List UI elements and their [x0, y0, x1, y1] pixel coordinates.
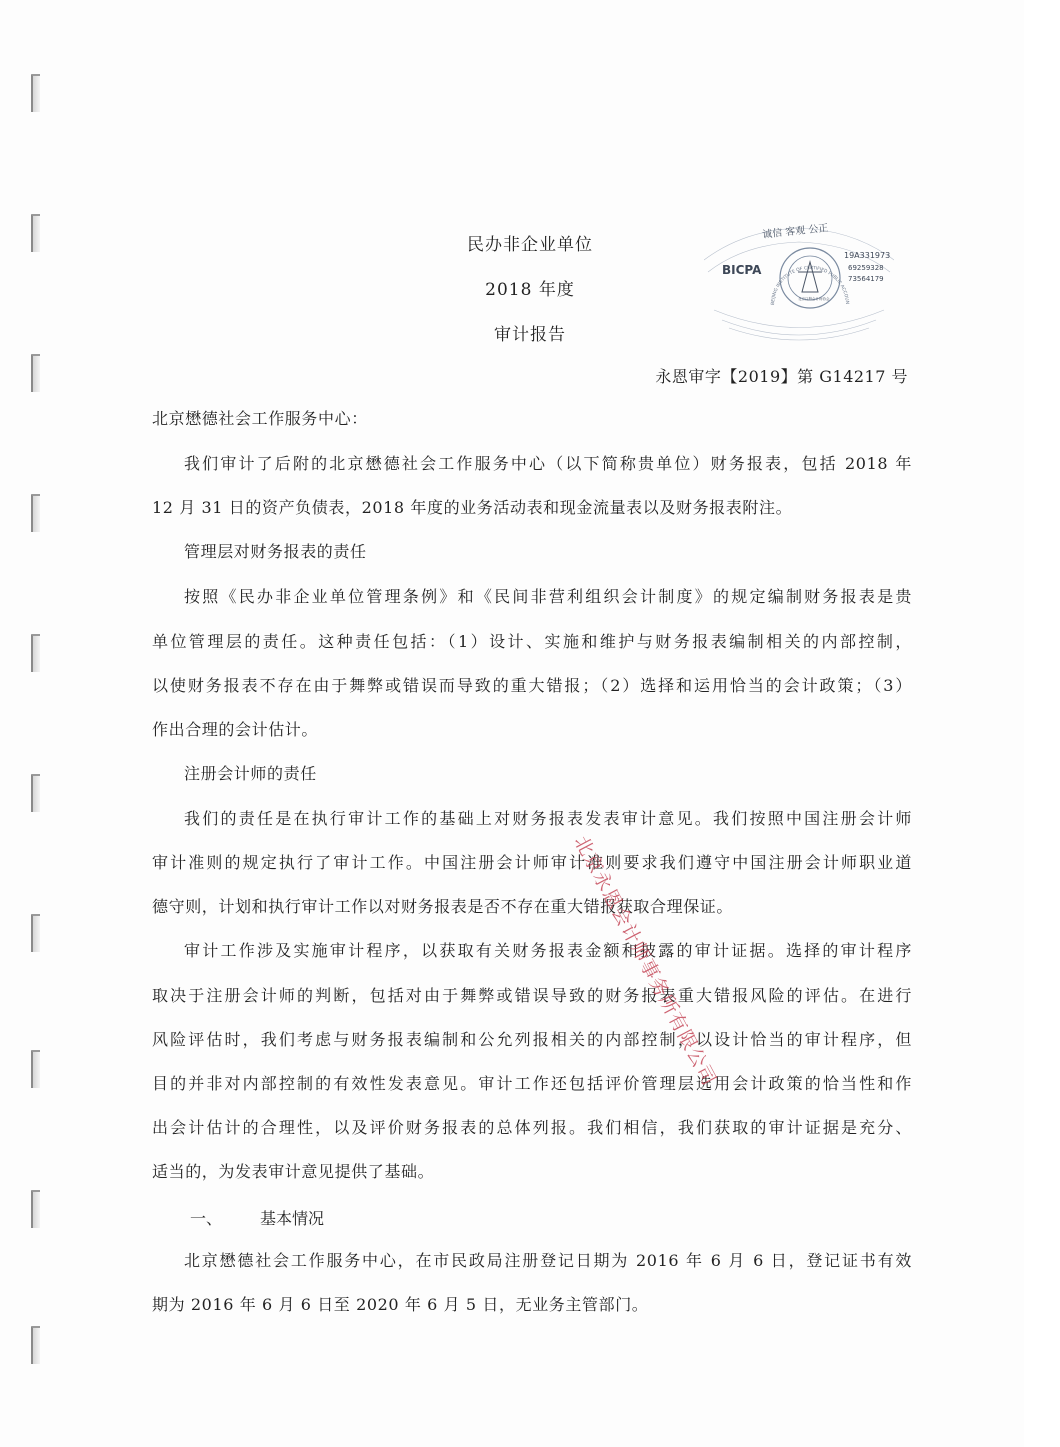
paragraph-line: 取决于注册会计师的判断，包括对由于舞弊或错误导致的财务报表重大错报风险的评估。在进行: [152, 986, 912, 1005]
paragraph-line: 期为 2016 年 6 月 6 日至 2020 年 6 月 5 日，无业务主管部门。: [152, 1295, 649, 1314]
paragraph-line: 德守则，计划和执行审计工作以对财务报表是否不存在重大错报获取合理保证。: [152, 897, 734, 916]
section-heading: 注册会计师的责任: [184, 764, 317, 783]
paragraph-line: 作出合理的会计估计。: [152, 720, 319, 739]
paragraph-line: 单位管理层的责任。这种责任包括：（1）设计、实施和维护与财务报表编制相关的内部控制，: [152, 632, 912, 651]
binding-mark: [31, 354, 40, 392]
seal-code-3: 73564179: [848, 275, 884, 283]
paragraph-line: 我们审计了后附的北京懋德社会工作服务中心（以下简称贵单位）财务报表，包括 2018 年: [184, 454, 912, 473]
paragraph-line: 以使财务报表不存在由于舞弊或错误而导致的重大错报；（2）选择和运用恰当的会计政策；（3）: [152, 676, 912, 695]
paragraph-line: 按照《民办非企业单位管理条例》和《民间非营利组织会计制度》的规定编制财务报表是贵: [184, 587, 912, 606]
binding-mark: [31, 1326, 40, 1364]
binding-mark: [31, 1190, 40, 1228]
document-number: 永恩审字【2019】第 G14217 号: [655, 367, 908, 386]
paragraph-line: 我们的责任是在执行审计工作的基础上对财务报表发表审计意见。我们按照中国注册会计师: [184, 809, 912, 828]
seal-ring-text: BEIJING INSTITUTE OF CERTIFIED PUBLIC ACCOUN: [770, 265, 850, 306]
firm-stamp-text: 北京永恩会计师事务所有限公司: [569, 832, 721, 1090]
paragraph-line: 审计工作涉及实施审计程序，以获取有关财务报表金额和披露的审计证据。选择的审计程序: [184, 941, 912, 960]
bicpa-seal: [704, 210, 894, 350]
seal-motto: 诚信 客观 公正: [761, 222, 829, 241]
seal-code-1: 19A331973: [844, 251, 891, 260]
report-title: 审计报告: [494, 325, 566, 345]
paragraph-line: 风险评估时，我们考虑与财务报表编制和公允列报相关的内部控制，以设计恰当的审计程序，但: [152, 1030, 912, 1049]
seal-org-abbrev: BICPA: [722, 263, 762, 277]
report-category: 民办非企业单位: [467, 235, 593, 255]
binding-mark: [31, 494, 40, 532]
binding-mark: [31, 774, 40, 812]
binding-mark: [31, 634, 40, 672]
binding-mark: [31, 1050, 40, 1088]
paragraph-line: 审计准则的规定执行了审计工作。中国注册会计师审计准则要求我们遵守中国注册会计师职业道: [152, 853, 912, 872]
addressee: 北京懋德社会工作服务中心：: [152, 409, 368, 428]
paragraph-line: 适当的，为发表审计意见提供了基础。: [152, 1162, 435, 1181]
section-heading: 基本情况: [260, 1209, 325, 1228]
section-heading: 管理层对财务报表的责任: [184, 542, 367, 561]
firm-stamp: [560, 800, 721, 1090]
binding-mark: [31, 914, 40, 952]
binding-mark: [31, 74, 40, 112]
paragraph-line: 北京懋德社会工作服务中心，在市民政局注册登记日期为 2016 年 6 月 6 日，登记证书有效: [184, 1251, 912, 1270]
section-number: 一、: [190, 1209, 223, 1228]
report-year: 2018 年度: [485, 280, 575, 300]
paragraph-line: 出会计估计的合理性，以及评价财务报表的总体列报。我们相信，我们获取的审计证据是充分、: [152, 1118, 912, 1137]
paragraph-line: 目的并非对内部控制的有效性发表意见。审计工作还包括评价管理层选用会计政策的恰当性和作: [152, 1074, 912, 1093]
paragraph-line: 12 月 31 日的资产负债表，2018 年度的业务活动表和现金流量表以及财务报表附注。: [152, 498, 793, 517]
seal-code-2: 69259328: [848, 264, 884, 272]
seal-inner-text: 北京注册会计师协会: [798, 297, 830, 301]
